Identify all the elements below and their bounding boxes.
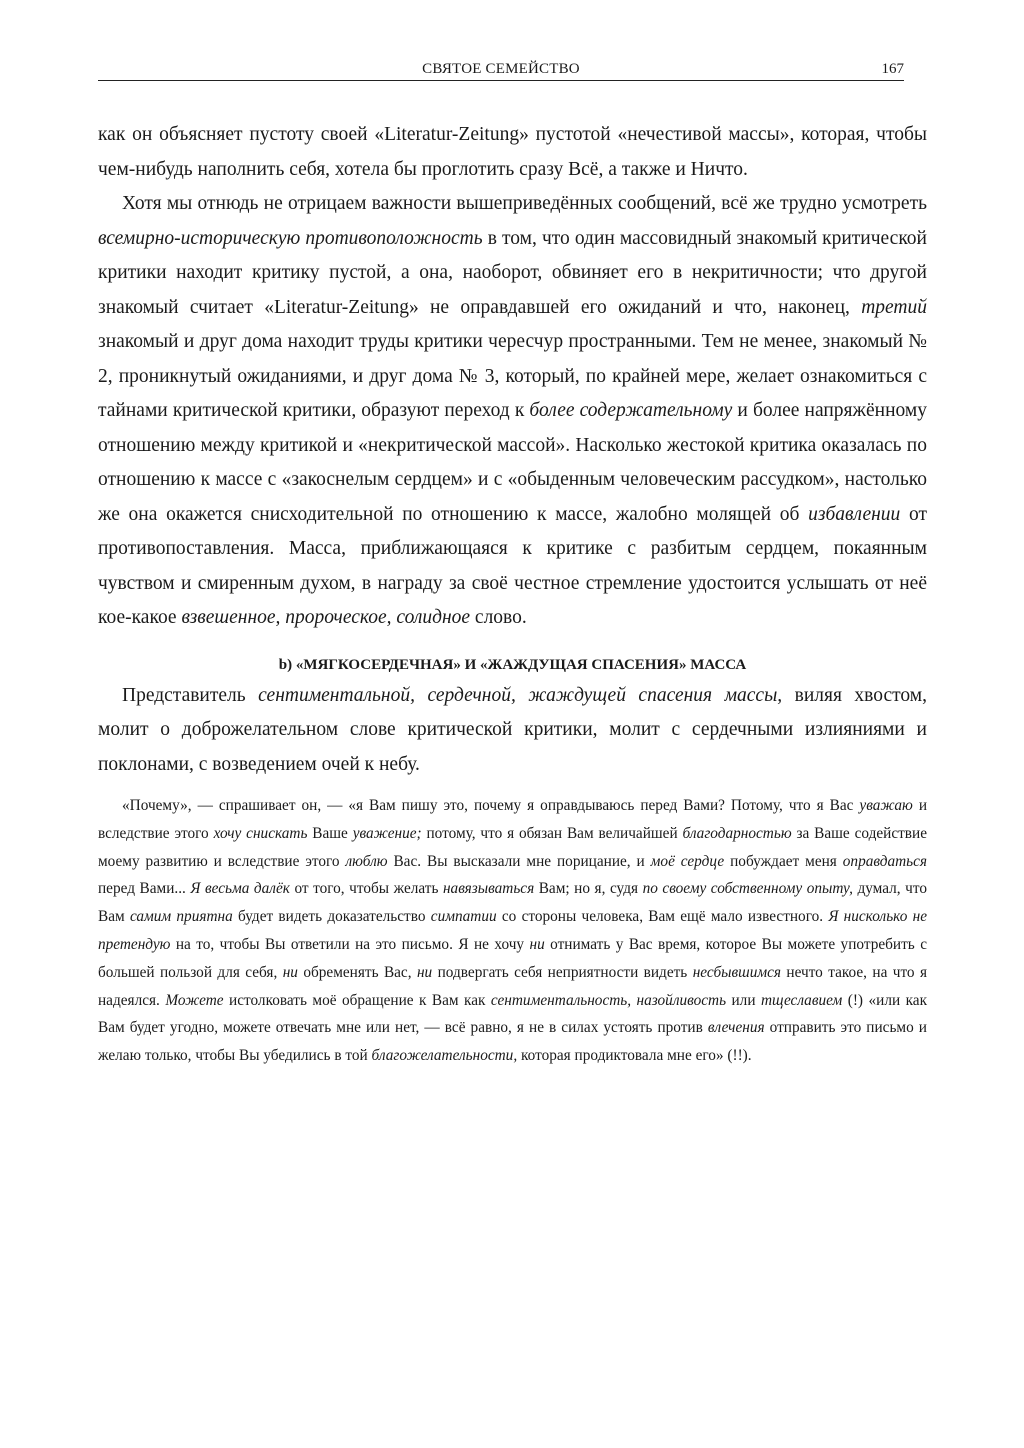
text-run: нечто такое, на что я надеялся.	[98, 963, 927, 1009]
text-run: Представитель	[122, 684, 259, 706]
italic-text: уважаю	[859, 797, 913, 814]
paragraph	[98, 187, 927, 636]
text-run: или	[726, 991, 761, 1009]
italic-text: взвешенное, пророческое, солидное	[181, 607, 471, 628]
running-head	[98, 58, 904, 81]
italic-text: ни	[529, 935, 545, 953]
quoted-letter	[98, 792, 927, 1070]
text-run: Хотя мы отнюдь не отрицаем важности вышеприведённых сообщений, всё же трудно усмотреть	[122, 193, 927, 214]
text-run: за Ваше содействие моему развитию и вследствие этого	[98, 824, 927, 870]
paragraph	[98, 679, 927, 783]
italic-text: оправдаться	[842, 852, 928, 870]
text-run: отнимать у Вас время, которое Вы можете употребить с большей пользой для себя,	[98, 935, 927, 981]
text-run: Вам; но я, судя	[534, 880, 643, 898]
italic-text: симпатии	[430, 908, 497, 926]
text-run: (!) «или как Вам будет угодно, можете отвечать мне или нет, — всё равно, я не в силах устоять против	[98, 991, 928, 1037]
body-text	[98, 118, 927, 1070]
text-run: отправить это письмо и желаю только, чтобы Вы убедились в той	[98, 1019, 927, 1065]
italic-text: люблю	[345, 852, 388, 870]
section-heading: b) «МЯГКОСЕРДЕЧНАЯ» И «ЖАЖДУЩАЯ СПАСЕНИЯ» МАССА	[278, 656, 747, 673]
italic-text: моё сердце	[650, 852, 725, 870]
italic-text: Можете	[165, 991, 224, 1009]
text-run: и вследствие этого	[98, 797, 928, 842]
text-run: подвергать себя неприятности видеть	[432, 963, 693, 981]
text-run: от того, чтобы желать	[289, 880, 443, 898]
text-run: в том, что один массовидный знакомый критической критики находит критику пустой, а она, наоборот, обвиняет его в некритичности; что другой знакомый считает «Literatur-Zeitung» не оправдавшей его ожиданий и что, наконец,	[98, 227, 927, 318]
text-run: слово.	[470, 607, 527, 628]
italic-text: благодарностью	[682, 824, 792, 842]
running-title: СВЯТОЕ СЕМЕЙСТВО	[422, 61, 580, 77]
italic-text: третий	[861, 296, 927, 318]
italic-text: навязываться	[442, 880, 535, 898]
text-run: которая продиктовала мне его» (!!).	[517, 1047, 752, 1065]
italic-text: по своему собственному опыту,	[642, 880, 853, 898]
text-run: виляя хвостом, молит о доброжелательном слове критической критики, молит с сердечными излияниями и поклонами, с возведением очей к небу.	[98, 684, 927, 775]
text-run: знакомый и друг дома находит труды критики чересчур пространными. Тем не менее, знакомый № 2, проникнутый ожиданиями, и друг дома № 3, который, по крайней мере, желает ознакомиться с тайнами критической критики, образуют переход к	[98, 331, 927, 421]
italic-text: Я нисколько не претендую	[98, 908, 928, 953]
italic-text: влечения	[707, 1019, 765, 1037]
text-run: перед Вами...	[98, 880, 191, 898]
text-run: от противопоставления. Масса, приближающаяся к критике с разбитым сердцем, покаянным чувством и смиренным духом, в награду за своё честное стремление удостоится услышать от неё кое-какое	[98, 503, 927, 628]
text-run: обременять Вас,	[297, 963, 417, 981]
italic-text: несбывшимся	[692, 963, 782, 981]
italic-text: хочу снискать	[213, 824, 308, 842]
text-run: побуждает меня	[724, 852, 843, 870]
italic-text: сентиментальной, сердечной, жаждущей спасения массы,	[258, 684, 783, 706]
text-run: на то, чтобы Вы ответили на это письмо. Я не хочу	[170, 935, 530, 953]
text-run: и более напряжённому отношению между критикой и «некритической массой». Насколько жестокой критика оказалась по отношению к массе с «закоснелым сердцем» и с «обыденным человеческим рассудком», настолько же она окажется снисходительной по отношению к массе, жалобно молящей об	[98, 400, 927, 525]
italic-text: более содержательному	[529, 400, 733, 421]
italic-text: ни	[416, 963, 433, 981]
italic-text: сентиментальность, назойливость	[490, 991, 727, 1009]
text-run: со стороны человека, Вам ещё мало известного.	[496, 908, 829, 926]
text-run: истолковать моё обращение к Вам как	[223, 991, 491, 1009]
text-run: как он объясняет пустоту своей «Literatur-Zeitung» пустотой «нечестивой массы», которая, чтобы чем-нибудь наполнить себя, хотела бы проглотить сразу Всё, а также и Ничто.	[98, 124, 927, 180]
text-run: думал, что Вам	[98, 880, 927, 926]
italic-text: самим приятна	[129, 908, 233, 926]
italic-text: благожелательности,	[371, 1047, 518, 1065]
italic-text: ни	[282, 963, 298, 981]
italic-text: тщеславием	[760, 991, 843, 1009]
italic-text: избавлении	[808, 503, 901, 525]
page-number: 167	[881, 61, 904, 77]
italic-text: Я весьма далёк	[190, 880, 290, 898]
text-run: «Почему», — спрашивает он, — «я Вам пишу это, почему я оправдываюсь перед Вами? Потому, что я Вас	[122, 797, 860, 814]
text-run: Ваше	[307, 824, 353, 842]
italic-text: всемирно-историческую противоположность	[98, 227, 483, 249]
text-run: Вас. Вы высказали мне порицание, и	[387, 852, 651, 870]
italic-text: уважение;	[352, 824, 422, 842]
text-run: будет видеть доказательство	[232, 908, 431, 926]
paragraph	[98, 118, 927, 187]
text-run: потому, что я обязан Вам величайшей	[421, 824, 683, 842]
